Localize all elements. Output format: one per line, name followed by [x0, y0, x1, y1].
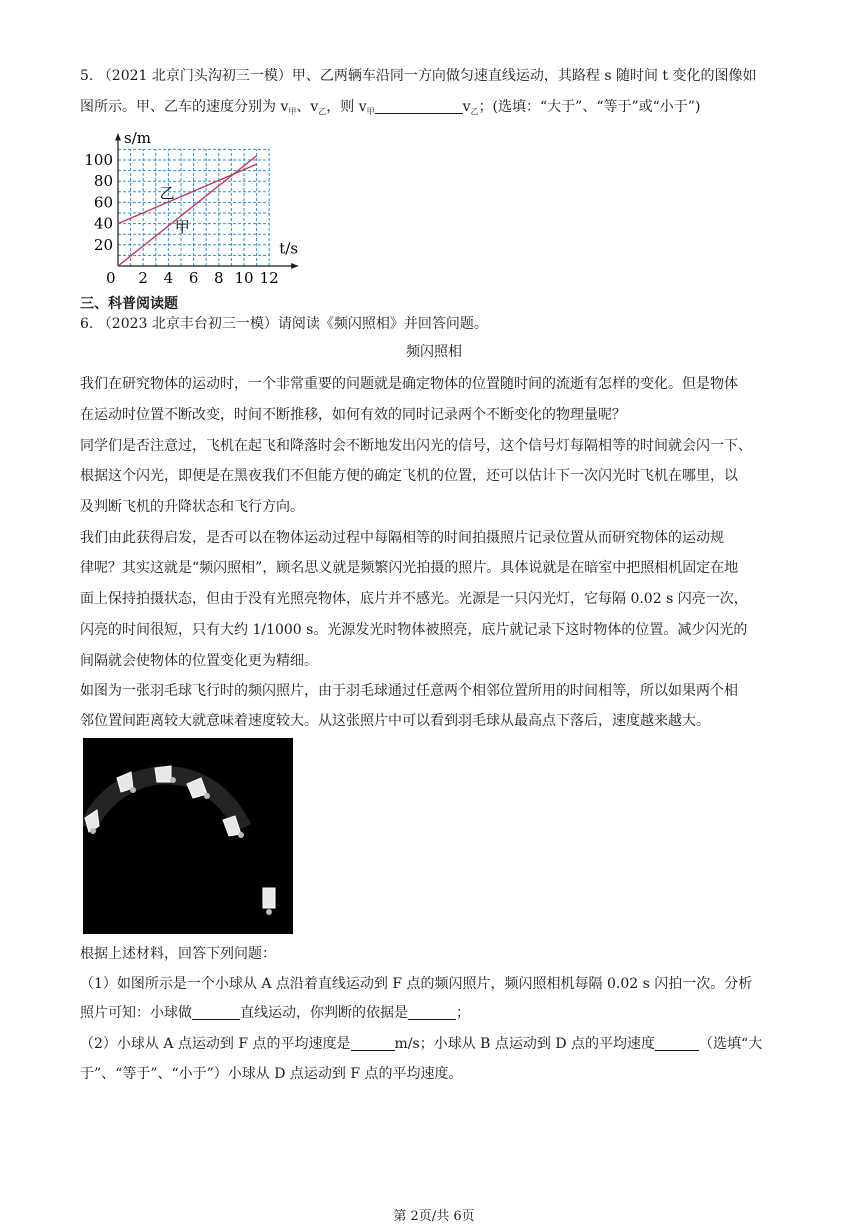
article-line: 面上保持拍摄状态，但由于没有光照亮物体，底片并不感光。光源是一只闪光灯，它每隔 0.02 s 闪亮一次，	[80, 591, 748, 607]
reason-blank[interactable]	[408, 1005, 456, 1020]
badminton-strobe-photo	[83, 738, 293, 934]
q6-sub2-line1: （2）小球从 A 点运动到 F 点的平均速度是 m/s；小球从 B 点运动到 D 点的平均速度 （选填“大	[80, 1036, 763, 1052]
section-heading: 三、科普阅读题	[80, 296, 178, 312]
article-title: 频闪照相	[406, 344, 462, 360]
y-tick-label: 20	[93, 235, 113, 254]
x-axis-arrow	[291, 263, 298, 269]
x-tick-label: 6	[188, 269, 199, 287]
series-line-jia	[118, 156, 257, 266]
article-line: 根据这个闪光，即便是在黑夜我们不但能方便的确定飞机的位置，还可以估计下一次闪光时飞机在哪里，以	[80, 468, 738, 484]
q5-line1: 5. （2021 北京门头沟初三一模）甲、乙两辆车沿同一方向做匀速直线运动，其路程 s 随时间 t 变化的图像如	[80, 68, 757, 84]
y-axis-label: s/m	[124, 128, 151, 147]
y-axis-arrow	[115, 134, 121, 141]
x-tick-label: 12	[259, 269, 279, 287]
motion-type-blank[interactable]	[192, 1005, 240, 1020]
q6-intro: 6. （2023 北京丰台初三一模）请阅读《频闪照相》并回答问题。	[80, 316, 488, 332]
questions-prompt: 根据上述材料，回答下列问题：	[80, 946, 276, 962]
article-line: 如图为一张羽毛球飞行时的频闪照片，由于羽毛球通过任意两个相邻位置所用的时间相等，所以如果两个相	[80, 683, 738, 699]
series-line-yi	[118, 164, 257, 223]
y-tick-label: 100	[84, 151, 113, 169]
compare-blank[interactable]	[655, 1036, 699, 1051]
page-footer: 第 2页/共 6页	[393, 1209, 475, 1224]
shuttlecock-image	[83, 738, 293, 934]
y-tick-label: 80	[93, 172, 113, 191]
article-line: 我们由此获得启发，是否可以在物体运动过程中每隔相等的时间拍摄照片记录位置从而研究物体的运动规	[80, 530, 724, 546]
article-line: 同学们是否注意过，飞机在起飞和降落时会不断地发出闪光的信号，这个信号灯每隔相等的时间就会闪一下、	[80, 438, 752, 454]
x-tick-label: 4	[163, 269, 174, 287]
x-tick-label: 8	[214, 269, 224, 287]
speed-blank[interactable]	[351, 1036, 395, 1051]
answer-blank[interactable]	[375, 99, 463, 114]
q6-sub2-line2: 于”、“等于”、“小于”）小球从 D 点运动到 F 点的平均速度。	[80, 1066, 463, 1082]
s-t-graph	[75, 128, 305, 293]
series-label-yi: 乙	[159, 184, 175, 203]
article-line: 律呢？其实这就是“频闪照相”，顾名思义就是频繁闪光拍摄的照片。具体说就是在暗室中把照相机固定在地	[80, 560, 739, 576]
series-label-jia: 甲	[174, 218, 190, 237]
x-axis-label: t/s	[279, 239, 299, 258]
article-line: 在运动时位置不断改变，时间不断推移，如何有效的同时记录两个不断变化的物理量呢？	[80, 407, 626, 423]
origin-label: 0	[106, 269, 116, 287]
article-line: 我们在研究物体的运动时，一个非常重要的问题就是确定物体的位置随时间的流逝有怎样的变化。但是物体	[80, 376, 738, 392]
y-tick-label: 40	[93, 214, 113, 233]
q6-sub1-line2: 照片可知：小球做 直线运动，你判断的依据是 ；	[80, 1005, 470, 1021]
article-line: 邻位置间距离较大就意味着速度较大。从这张照片中可以看到羽毛球从最高点下落后，速度越来越大。	[80, 713, 710, 729]
x-tick-label: 2	[138, 269, 148, 287]
y-tick-label: 60	[93, 193, 113, 212]
q6-sub1-line1: （1）如图所示是一个小球从 A 点沿着直线运动到 F 点的频闪照片，频闪照相机每隔 0.02 s 闪拍一次。分析	[80, 976, 753, 992]
article-line: 闪亮的时间很短，只有大约 1/1000 s。光源发光时物体被照亮，底片就记录下这时物体的位置。减少闪光的	[80, 622, 748, 638]
article-line: 间隔就会使物体的位置变化更为精细。	[80, 653, 318, 669]
q5-line2: 图所示。甲、乙车的速度分别为 $v_甲$、$v_乙$，则 $v_甲$ $v_乙$；(选填：“大于”、“等于”或“小于”)	[80, 99, 701, 116]
x-tick-label: 10	[234, 269, 254, 287]
article-line: 及判断飞机的升降状态和飞行方向。	[80, 499, 304, 515]
